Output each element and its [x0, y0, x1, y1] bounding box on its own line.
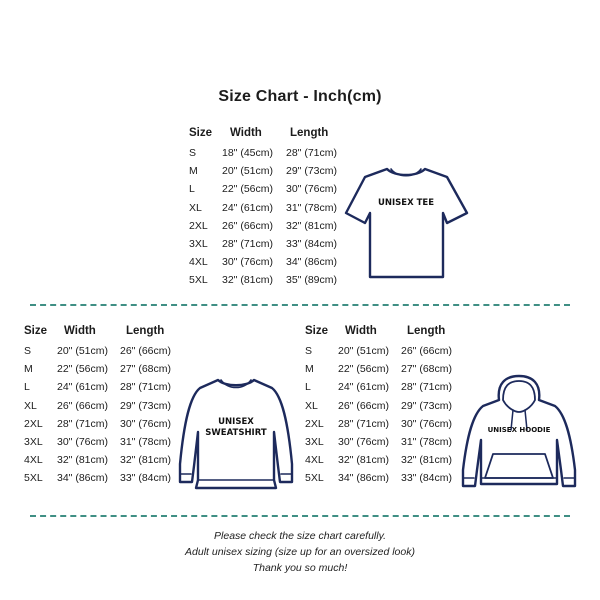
- width-cell: 20" (51cm): [57, 345, 108, 358]
- width-cell: 30" (76cm): [338, 436, 389, 449]
- length-cell: 33" (84cm): [120, 472, 171, 485]
- length-cell: 31" (78cm): [120, 436, 171, 449]
- table-header-row: [24, 324, 182, 342]
- length-cell: 33" (84cm): [286, 238, 337, 251]
- length-cell: 27" (68cm): [401, 363, 452, 376]
- length-cell: 29" (73cm): [120, 399, 171, 412]
- page-title: Size Chart - Inch(cm): [218, 88, 382, 105]
- section-divider: [30, 304, 570, 306]
- size-cell: 2XL: [189, 219, 208, 232]
- size-cell: 3XL: [24, 436, 43, 449]
- size-cell: S: [189, 147, 197, 160]
- size-cell: S: [305, 345, 313, 358]
- table-row: [305, 469, 463, 487]
- width-cell: 34" (86cm): [338, 472, 389, 485]
- column-header-size: Size: [189, 127, 213, 139]
- length-cell: 29" (73cm): [286, 165, 337, 178]
- length-cell: 28" (71cm): [286, 147, 337, 160]
- table-row: [305, 342, 463, 360]
- column-header-width: Width: [64, 325, 96, 337]
- size-cell: M: [305, 363, 314, 376]
- width-cell: 30" (76cm): [57, 436, 108, 449]
- width-cell: 32" (81cm): [222, 274, 273, 287]
- width-cell: 28" (71cm): [57, 417, 108, 430]
- footer-note-line2: Adult unisex sizing (size up for an oversized look): [185, 546, 415, 558]
- table-header-row: [305, 324, 463, 342]
- table-row: [24, 451, 182, 469]
- length-cell: 32" (81cm): [286, 219, 337, 232]
- length-cell: 27" (68cm): [120, 363, 171, 376]
- footer-note-line1: Please check the size chart carefully.: [214, 530, 386, 542]
- column-header-length: Length: [290, 127, 329, 139]
- tee-size-table: [189, 126, 346, 290]
- footer-note-line3: Thank you so much!: [252, 562, 348, 574]
- column-header-size: Size: [24, 325, 48, 337]
- size-cell: XL: [189, 201, 202, 214]
- table-row: [24, 397, 182, 415]
- size-cell: L: [24, 381, 30, 394]
- hoodie-outline-icon: [461, 374, 577, 492]
- size-cell: 4XL: [305, 454, 324, 467]
- width-cell: 24" (61cm): [222, 201, 273, 214]
- table-row: [24, 378, 182, 396]
- size-cell: 3XL: [305, 436, 324, 449]
- table-row: [189, 180, 346, 198]
- length-cell: 32" (81cm): [401, 454, 452, 467]
- section-divider: [30, 515, 570, 517]
- length-cell: 30" (76cm): [401, 417, 452, 430]
- length-cell: 26" (66cm): [401, 345, 452, 358]
- width-cell: 30" (76cm): [222, 256, 273, 269]
- table-row: [189, 144, 346, 162]
- width-cell: 24" (61cm): [338, 381, 389, 394]
- length-cell: 30" (76cm): [120, 417, 171, 430]
- table-row: [24, 360, 182, 378]
- width-cell: 18" (45cm): [222, 147, 273, 160]
- size-cell: 3XL: [189, 238, 208, 251]
- table-row: [189, 199, 346, 217]
- table-row: [305, 451, 463, 469]
- width-cell: 28" (71cm): [222, 238, 273, 251]
- width-cell: 26" (66cm): [57, 399, 108, 412]
- width-cell: 22" (56cm): [57, 363, 108, 376]
- table-row: [189, 217, 346, 235]
- column-header-width: Width: [230, 127, 262, 139]
- hoodie-label: UNISEX HOODIE: [487, 426, 551, 434]
- table-header-row: [189, 126, 346, 144]
- length-cell: 28" (71cm): [401, 381, 452, 394]
- size-cell: XL: [24, 399, 37, 412]
- table-row: [24, 433, 182, 451]
- length-cell: 35" (89cm): [286, 274, 337, 287]
- sweatshirt-label: [178, 417, 294, 438]
- table-row: [305, 360, 463, 378]
- width-cell: 26" (66cm): [338, 399, 389, 412]
- table-row: [24, 342, 182, 360]
- table-row: [305, 397, 463, 415]
- tee-label: UNISEX TEE: [377, 198, 435, 208]
- length-cell: 26" (66cm): [120, 345, 171, 358]
- hoodie-size-table: [305, 324, 463, 488]
- table-row: [305, 433, 463, 451]
- sweatshirt-outline-icon: [178, 374, 294, 490]
- size-cell: 5XL: [189, 274, 208, 287]
- table-row: [24, 469, 182, 487]
- width-cell: 28" (71cm): [338, 417, 389, 430]
- table-row: [305, 378, 463, 396]
- size-cell: M: [24, 363, 33, 376]
- sweatshirt-label-line1: UNISEX: [218, 417, 254, 427]
- t-shirt-outline-icon: [343, 163, 469, 281]
- length-cell: 32" (81cm): [120, 454, 171, 467]
- width-cell: 32" (81cm): [338, 454, 389, 467]
- table-row: [189, 235, 346, 253]
- size-cell: 2XL: [305, 417, 324, 430]
- width-cell: 32" (81cm): [57, 454, 108, 467]
- width-cell: 22" (56cm): [338, 363, 389, 376]
- column-header-length: Length: [126, 325, 165, 337]
- size-cell: 4XL: [24, 454, 43, 467]
- width-cell: 34" (86cm): [57, 472, 108, 485]
- size-cell: 5XL: [305, 472, 324, 485]
- width-cell: 24" (61cm): [57, 381, 108, 394]
- size-cell: XL: [305, 399, 318, 412]
- column-header-length: Length: [407, 325, 446, 337]
- length-cell: 31" (78cm): [401, 436, 452, 449]
- length-cell: 29" (73cm): [401, 399, 452, 412]
- size-cell: L: [305, 381, 311, 394]
- width-cell: 26" (66cm): [222, 219, 273, 232]
- table-row: [24, 415, 182, 433]
- sweatshirt-size-table: [24, 324, 182, 488]
- width-cell: 20" (51cm): [338, 345, 389, 358]
- length-cell: 34" (86cm): [286, 256, 337, 269]
- size-cell: 4XL: [189, 256, 208, 269]
- size-cell: M: [189, 165, 198, 178]
- size-cell: 5XL: [24, 472, 43, 485]
- table-row: [189, 253, 346, 271]
- table-row: [189, 271, 346, 289]
- size-cell: S: [24, 345, 32, 358]
- table-row: [189, 162, 346, 180]
- length-cell: 28" (71cm): [120, 381, 171, 394]
- column-header-size: Size: [305, 325, 329, 337]
- length-cell: 33" (84cm): [401, 472, 452, 485]
- column-header-width: Width: [345, 325, 377, 337]
- length-cell: 30" (76cm): [286, 183, 337, 196]
- size-cell: 2XL: [24, 417, 43, 430]
- length-cell: 31" (78cm): [286, 201, 337, 214]
- table-row: [305, 415, 463, 433]
- width-cell: 20" (51cm): [222, 165, 273, 178]
- size-cell: L: [189, 183, 195, 196]
- width-cell: 22" (56cm): [222, 183, 273, 196]
- sweatshirt-label-line2: SWEATSHIRT: [205, 427, 267, 438]
